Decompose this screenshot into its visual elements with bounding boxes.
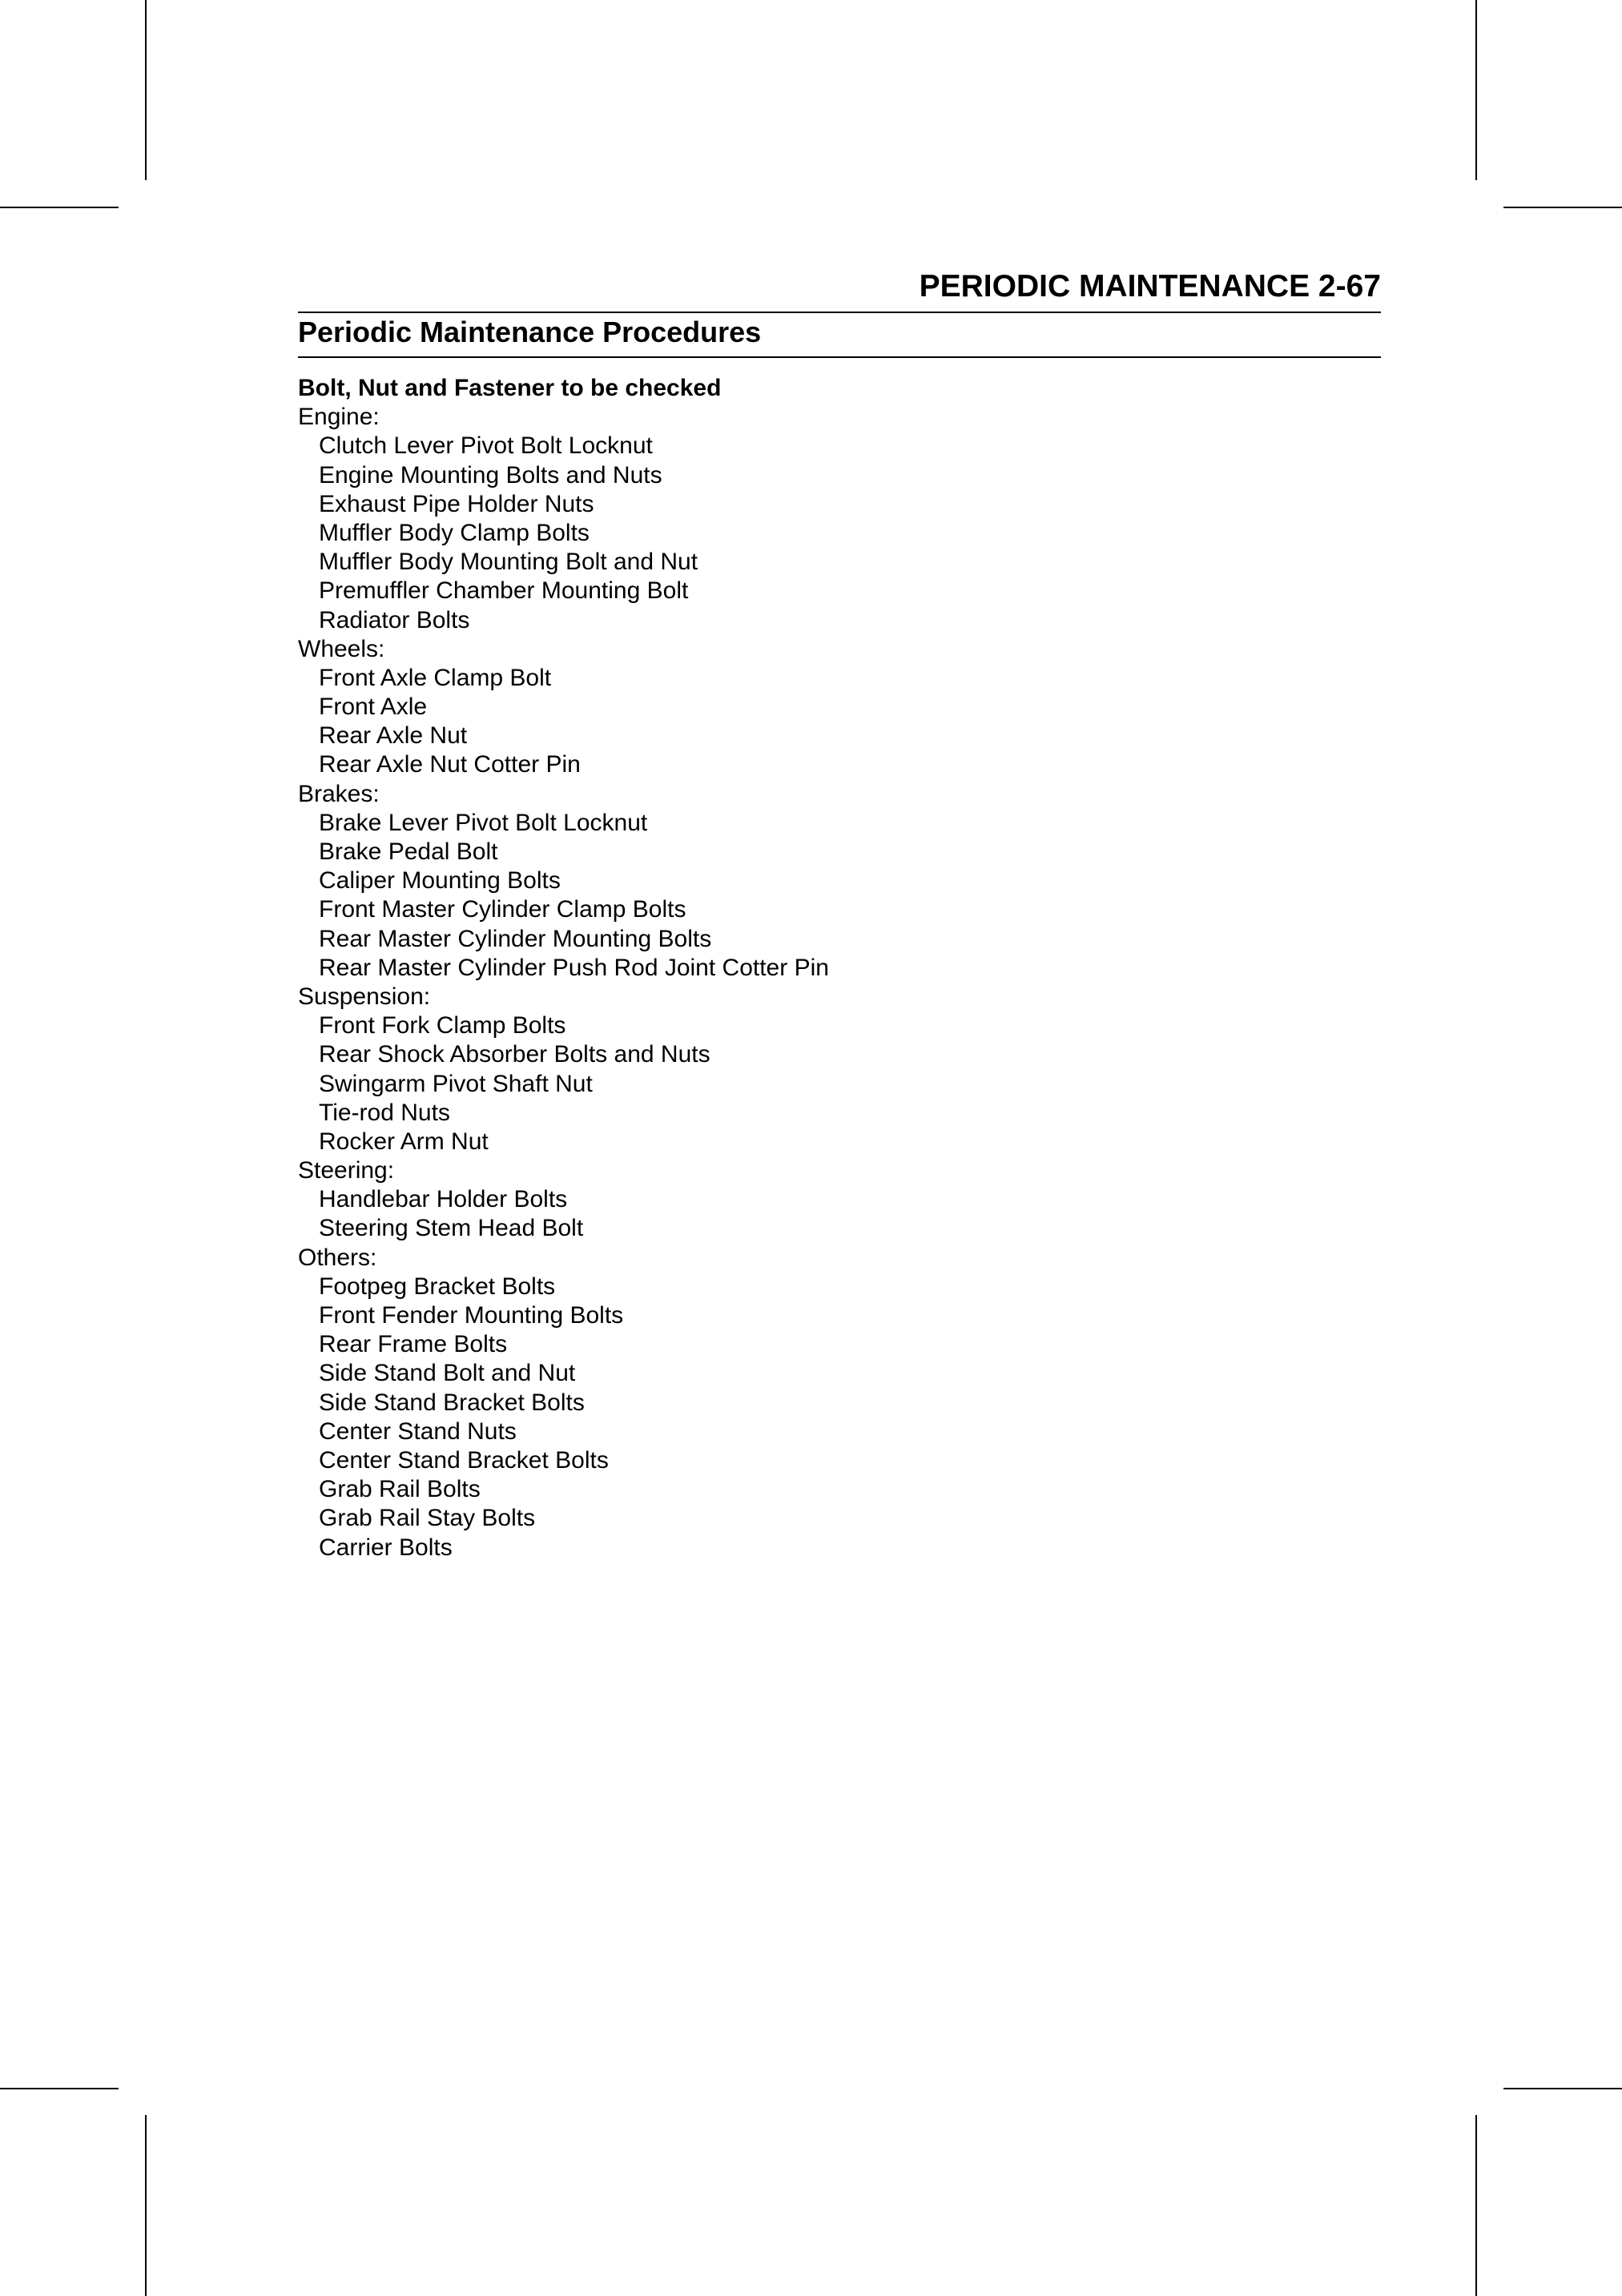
list-item: Rear Shock Absorber Bolts and Nuts [319,1041,710,1068]
group-label-suspension: Suspension: [298,983,431,1010]
list-item: Clutch Lever Pivot Bolt Locknut [319,432,653,460]
list-item: Center Stand Nuts [319,1417,517,1445]
list-item: Exhaust Pipe Holder Nuts [319,490,594,517]
list-item: Grab Rail Bolts [319,1476,481,1503]
crop-mark-bottom-left-vertical [145,2115,147,2296]
crop-mark-top-left-vertical [145,0,147,180]
list-item: Rear Axle Nut Cotter Pin [319,751,581,778]
list-item: Tie-rod Nuts [319,1099,450,1126]
list-item: Center Stand Bracket Bolts [319,1446,609,1474]
list-item: Swingarm Pivot Shaft Nut [319,1070,593,1097]
list-item: Muffler Body Clamp Bolts [319,519,590,546]
list-item: Side Stand Bracket Bolts [319,1389,585,1416]
list-item: Footpeg Bracket Bolts [319,1273,556,1300]
crop-mark-bottom-right-horizontal [1503,2088,1622,2089]
section-title: Periodic Maintenance Procedures [298,316,762,348]
group-label-steering: Steering: [298,1157,395,1184]
list-item: Steering Stem Head Bolt [319,1215,584,1242]
crop-mark-bottom-right-vertical [1475,2115,1477,2296]
list-item: Brake Lever Pivot Bolt Locknut [319,809,648,836]
list-item: Rear Frame Bolts [319,1331,508,1358]
group-label-others: Others: [298,1244,377,1271]
list-item: Front Master Cylinder Clamp Bolts [319,896,686,923]
crop-mark-top-right-horizontal [1503,207,1622,208]
crop-mark-top-right-vertical [1475,0,1477,180]
group-label-wheels: Wheels: [298,635,385,662]
list-item: Caliper Mounting Bolts [319,867,561,895]
section-rule [298,356,1381,358]
list-item: Grab Rail Stay Bolts [319,1505,536,1532]
group-label-brakes: Brakes: [298,780,380,807]
list-item: Carrier Bolts [319,1534,453,1561]
list-item: Brake Pedal Bolt [319,838,498,865]
checklist-title: Bolt, Nut and Fastener to be checked [298,375,722,401]
list-item: Front Fork Clamp Bolts [319,1012,566,1039]
list-item: Radiator Bolts [319,606,470,633]
list-item: Rocker Arm Nut [319,1128,489,1155]
list-item: Premuffler Chamber Mounting Bolt [319,577,689,605]
group-label-engine: Engine: [298,404,380,431]
checklist [298,374,1381,1562]
list-item: Rear Axle Nut [319,722,468,750]
list-item: Front Axle Clamp Bolt [319,664,552,691]
list-item: Rear Master Cylinder Push Rod Joint Cotter Pin [319,954,829,981]
list-item: Front Axle [319,694,428,721]
running-header: PERIODIC MAINTENANCE 2-67 [919,269,1381,304]
list-item: Rear Master Cylinder Mounting Bolts [319,925,712,952]
list-item: Engine Mounting Bolts and Nuts [319,461,662,489]
list-item: Front Fender Mounting Bolts [319,1302,624,1329]
list-item: Handlebar Holder Bolts [319,1186,568,1213]
list-item: Side Stand Bolt and Nut [319,1360,576,1387]
crop-mark-bottom-left-horizontal [0,2088,119,2089]
list-item: Muffler Body Mounting Bolt and Nut [319,549,698,576]
crop-mark-top-left-horizontal [0,207,119,208]
